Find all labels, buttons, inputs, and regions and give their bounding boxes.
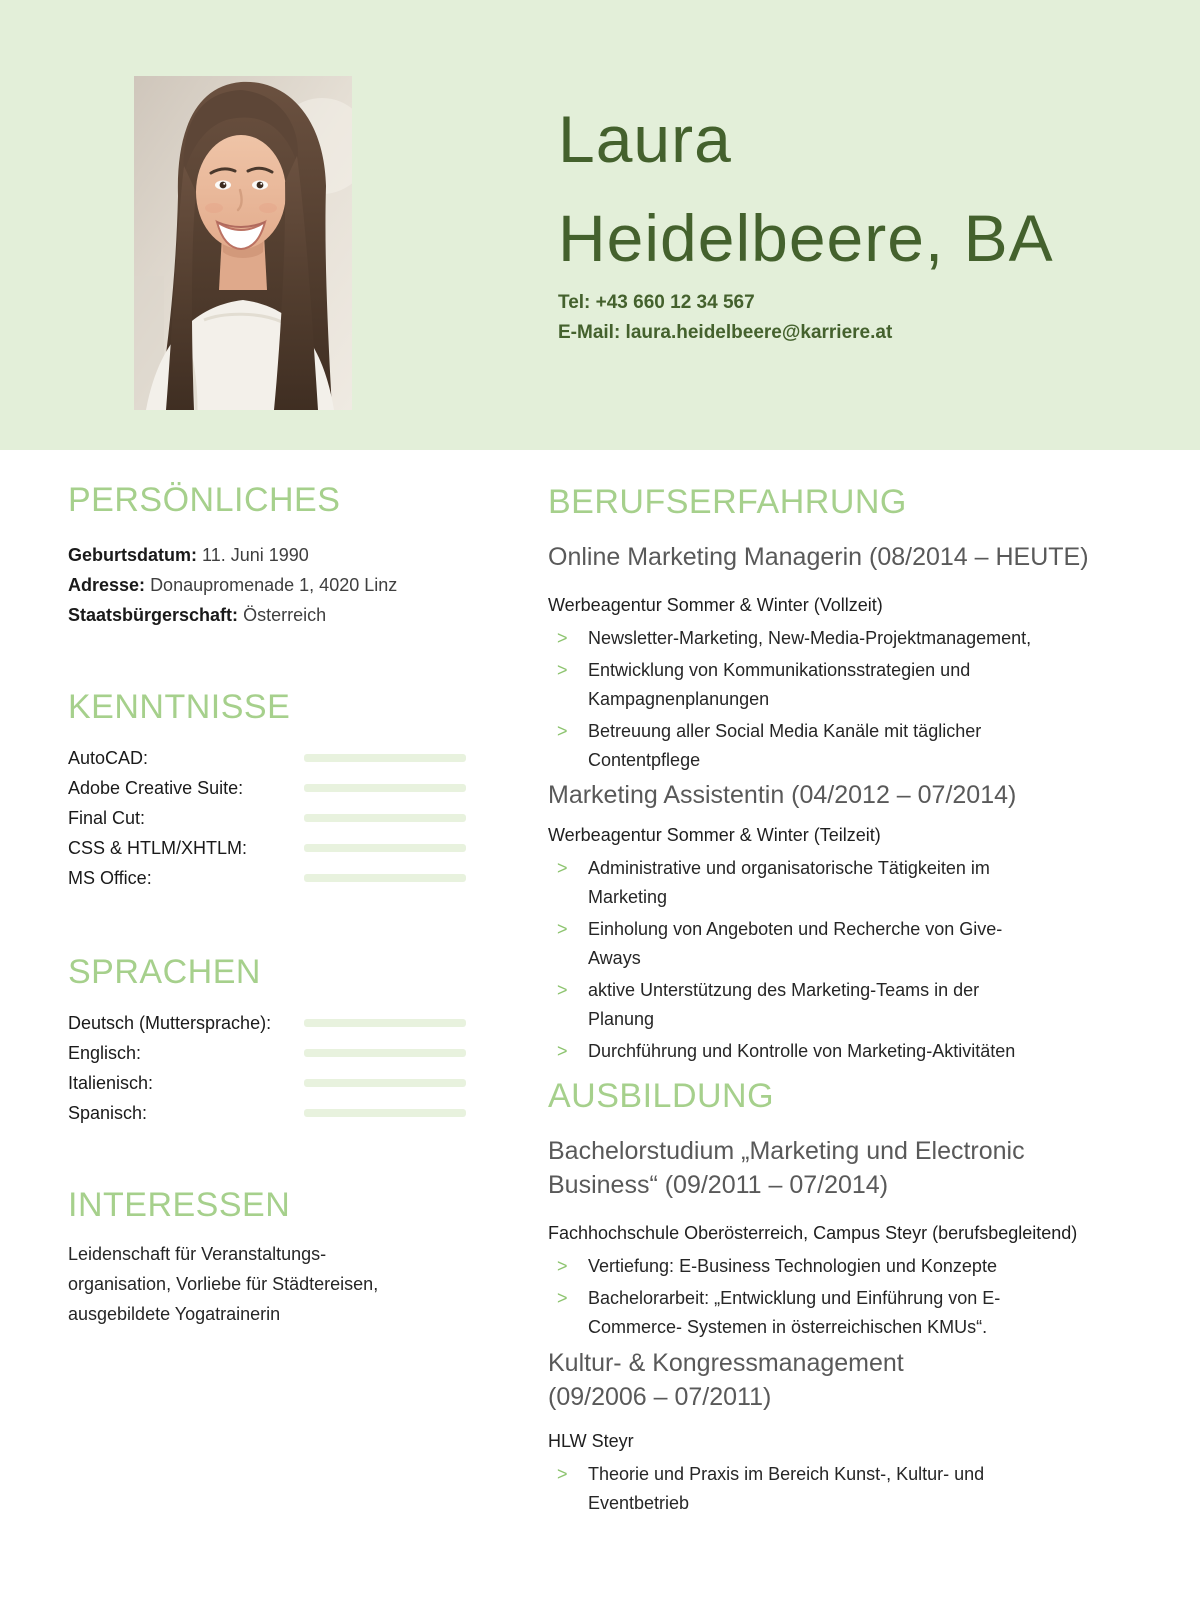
skill-label: Adobe Creative Suite: (68, 777, 244, 798)
bullet-item (548, 1284, 1048, 1342)
job-bullets (548, 624, 1048, 775)
skill-row-msoffice (68, 863, 466, 893)
interests-text (68, 1239, 438, 1329)
education-heading: AUSBILDUNG (548, 1077, 775, 1115)
personal-row-citizenship (68, 600, 498, 630)
resume-header (0, 0, 1200, 450)
degree-bullets (548, 1460, 1048, 1518)
degree-school: HLW Steyr (548, 1431, 634, 1451)
skill-label: MS Office: (68, 867, 152, 888)
language-bar (304, 1019, 466, 1027)
chevron-bullet-icon: > (557, 628, 568, 648)
skill-bar (304, 844, 466, 852)
bullet-item (548, 717, 1048, 775)
name-first: Laura (558, 102, 732, 176)
identity-block (558, 90, 1054, 348)
right-column (548, 480, 1178, 1521)
birthdate-label: Geburtsdatum: (68, 545, 198, 565)
section-languages (68, 950, 466, 1128)
language-row-english (68, 1038, 466, 1068)
job-bullets (548, 854, 1048, 1066)
skill-row-finalcut (68, 803, 466, 833)
personal-row-address (68, 570, 498, 600)
skill-label: Final Cut: (68, 807, 146, 828)
skill-bar (304, 754, 466, 762)
bullet-text: Theorie und Praxis im Bereich Kunst-, Kultur- und Eventbetrieb (588, 1464, 985, 1513)
degree-title-line: Kultur- & Kongressmanagement (548, 1349, 904, 1377)
portrait-illustration (134, 76, 352, 410)
skill-row-adobe (68, 773, 466, 803)
bullet-item (548, 915, 1048, 973)
bullet-text: Vertiefung: E-Business Technologien und Konzepte (588, 1256, 997, 1276)
bullet-text: aktive Unterstützung des Marketing-Teams in der Planung (588, 980, 980, 1029)
skills-list (68, 743, 466, 893)
chevron-bullet-icon: > (557, 980, 568, 1000)
language-row-spanish (68, 1098, 466, 1128)
language-label: Englisch: (68, 1042, 142, 1063)
bullet-text: Bachelorarbeit: „Entwicklung und Einführung von E-Commerce- Systemen in österreichischen KMUs“. (588, 1288, 1001, 1337)
languages-list (68, 1008, 466, 1128)
degree-title-line: Bachelorstudium „Marketing und Electronic (548, 1137, 1025, 1165)
chevron-bullet-icon: > (557, 721, 568, 741)
bullet-item (548, 1460, 1048, 1518)
job-title-text: Online Marketing Managerin (08/2014 – HEUTE) (548, 543, 1089, 571)
section-interests (68, 1183, 438, 1329)
section-skills (68, 685, 466, 893)
phone-line: Tel: +43 660 12 34 567 (558, 292, 755, 313)
personal-rows (68, 540, 498, 630)
address-label: Adresse: (68, 575, 146, 595)
language-label: Italienisch: (68, 1072, 154, 1093)
section-personal (68, 478, 498, 630)
language-row-italian (68, 1068, 466, 1098)
bullet-text: Durchführung und Kontrolle von Marketing-Aktivitäten (588, 1041, 1016, 1061)
name-last: Heidelbeere, BA (558, 201, 1054, 275)
job-employer: Werbeagentur Sommer & Winter (Vollzeit) (548, 595, 883, 615)
bullet-text: Newsletter-Marketing, New-Media-Projektmanagement, (588, 628, 1032, 648)
skill-label: CSS & HTLM/XHTLM: (68, 837, 248, 858)
skill-row-autocad (68, 743, 466, 773)
languages-heading: SPRACHEN (68, 953, 261, 991)
skill-bar (304, 814, 466, 822)
interests-line: Leidenschaft für Veranstaltungs- (68, 1244, 327, 1264)
interests-line: ausgebildete Yogatrainerin (68, 1304, 281, 1324)
skill-bar (304, 874, 466, 882)
bullet-text: Einholung von Angeboten und Recherche von Give-Aways (588, 919, 1003, 968)
degree-school: Fachhochschule Oberösterreich, Campus Steyr (berufsbegleitend) (548, 1223, 1078, 1243)
email-line: E-Mail: laura.heidelbeere@karriere.at (558, 322, 893, 343)
job-employer: Werbeagentur Sommer & Winter (Teilzeit) (548, 825, 881, 845)
citizenship-label: Staatsbürgerschaft: (68, 605, 239, 625)
language-bar (304, 1109, 466, 1117)
language-label: Deutsch (Muttersprache): (68, 1012, 272, 1033)
birthdate-value: 11. Juni 1990 (202, 545, 309, 565)
chevron-bullet-icon: > (557, 1464, 568, 1484)
language-label: Spanisch: (68, 1102, 148, 1123)
bullet-item (548, 976, 1048, 1034)
citizenship-value: Österreich (243, 605, 327, 625)
degree-title-line: Business“ (09/2011 – 07/2014) (548, 1171, 889, 1199)
language-bar (304, 1079, 466, 1087)
personal-row-birthdate (68, 540, 498, 570)
bullet-item (548, 624, 1048, 653)
bullet-text: Entwicklung von Kommunikationsstrategien und Kampagnenplanungen (588, 660, 971, 709)
bullet-item (548, 1037, 1048, 1066)
bullet-text: Betreuung aller Social Media Kanäle mit täglicher Contentpflege (588, 721, 982, 770)
chevron-bullet-icon: > (557, 858, 568, 878)
skills-heading: KENNTNISSE (68, 688, 291, 726)
skill-row-css (68, 833, 466, 863)
personal-heading: PERSÖNLICHES (68, 481, 341, 519)
language-bar (304, 1049, 466, 1057)
bullet-text: Administrative und organisatorische Tätigkeiten im Marketing (588, 858, 990, 907)
chevron-bullet-icon: > (557, 1041, 568, 1061)
experience-heading: BERUFSERFAHRUNG (548, 483, 907, 521)
degree-title-bachelor (548, 1134, 1178, 1202)
bullet-item (548, 656, 1048, 714)
skill-label: AutoCAD: (68, 747, 149, 768)
job-title-online-marketing (548, 540, 1178, 574)
degree-bullets (548, 1252, 1048, 1342)
chevron-bullet-icon: > (557, 660, 568, 680)
interests-heading: INTERESSEN (68, 1186, 291, 1224)
chevron-bullet-icon: > (557, 1256, 568, 1276)
chevron-bullet-icon: > (557, 919, 568, 939)
degree-title-line: (09/2006 – 07/2011) (548, 1383, 772, 1411)
address-value: Donaupromenade 1, 4020 Linz (150, 575, 398, 595)
bullet-item (548, 854, 1048, 912)
bullet-item (548, 1252, 1048, 1281)
interests-line: organisation, Vorliebe für Städtereisen, (68, 1274, 379, 1294)
skill-bar (304, 784, 466, 792)
chevron-bullet-icon: > (557, 1288, 568, 1308)
job-title-marketing-assistant (548, 778, 1178, 812)
language-row-german (68, 1008, 466, 1038)
job-title-text: Marketing Assistentin (04/2012 – 07/2014) (548, 781, 1017, 809)
profile-photo (134, 76, 352, 410)
degree-title-kultur (548, 1346, 1178, 1414)
